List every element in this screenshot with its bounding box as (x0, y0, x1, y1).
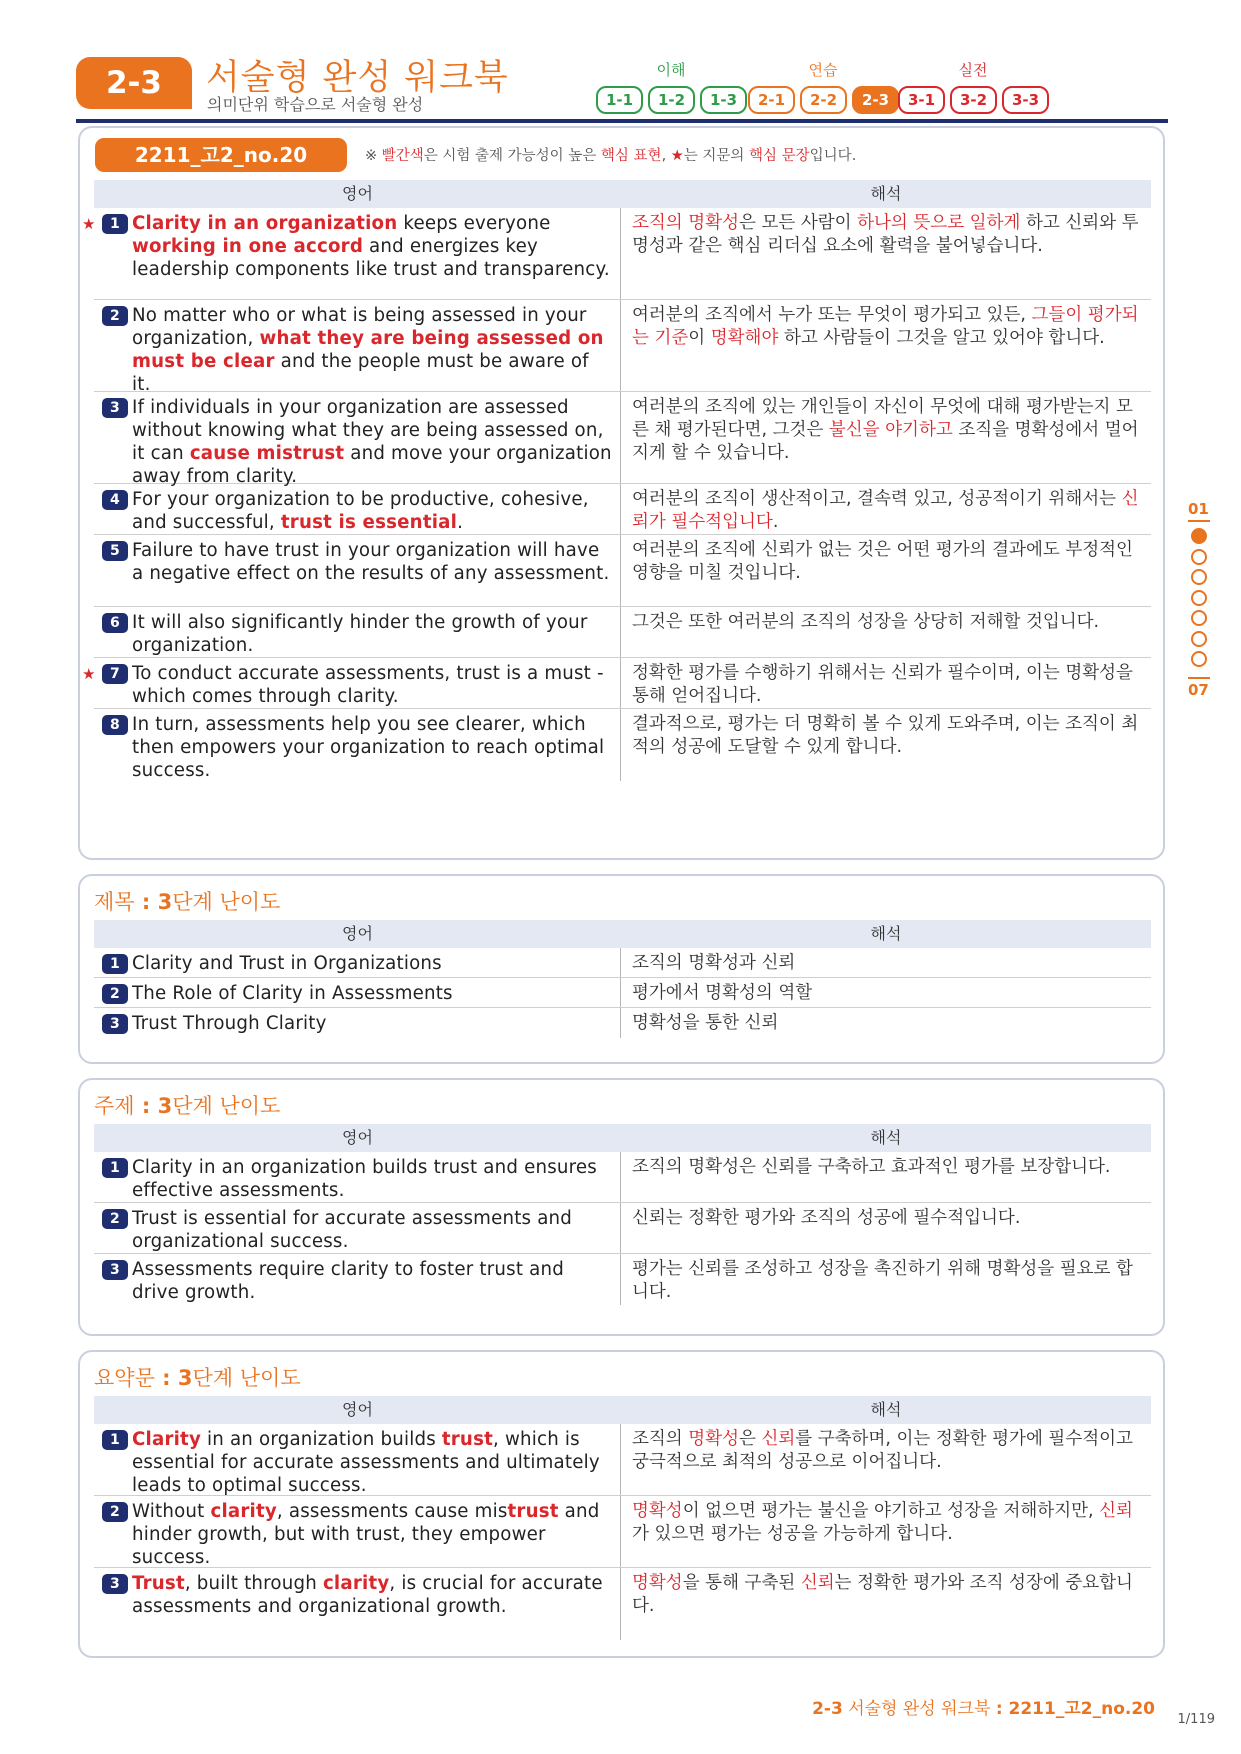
translation-text: 여러분의 조직에 있는 개인들이 자신이 무엇에 대해 평가받는지 모른 채 평가된다면, 그것은 (632, 397, 1133, 440)
sentence-number: 2 (102, 984, 128, 1004)
side-nav-start: 01 (1188, 500, 1209, 518)
sentence-text: Trust is essential for accurate assessments and organizational success. (132, 1208, 573, 1252)
korean-translation (621, 208, 1151, 299)
table-row (94, 1203, 1151, 1254)
section-title (94, 1362, 301, 1392)
table-row (94, 1152, 1151, 1203)
sentence-number: 3 (102, 1574, 128, 1594)
sentence-number: 4 (102, 490, 128, 510)
translation-text: 을 통해 구축된 (682, 1573, 801, 1593)
section-level-text: 단계 난이도 (172, 1094, 281, 1118)
translation-text: 조직의 (632, 1429, 689, 1449)
level-tab-1-3[interactable]: 1-3 (700, 86, 747, 114)
legend-note (365, 144, 856, 165)
sentence-text: and hinder growth, but with trust, they empower success. (132, 1501, 600, 1568)
level-tab-3-3[interactable]: 3-3 (1002, 86, 1049, 114)
translation-text: 를 구축하며, 이는 정확한 평가에 필수적이고 궁극적으로 최적의 성공으로 이어집니다. (632, 1429, 1133, 1472)
level-tab-2-3[interactable]: 2-3 (852, 86, 899, 114)
korean-translation (621, 392, 1151, 483)
title-panel (78, 874, 1165, 1064)
column-header-korean: 해석 (870, 924, 902, 943)
page-title: 서술형 완성 워크북 (206, 58, 509, 98)
translation-text: 조직을 명확성에서 멀어지게 할 수 있습니다. (632, 420, 1139, 463)
key-expression: clarity (322, 1573, 390, 1594)
korean-translation (621, 1152, 1151, 1202)
level-tab-1-1[interactable]: 1-1 (596, 86, 643, 114)
key-expression: working in one accord (132, 236, 364, 257)
table-header (94, 1396, 1151, 1424)
sentence-text: , is crucial for accurate assessments and organizational growth. (132, 1573, 603, 1617)
table-row (94, 1496, 1151, 1568)
english-sentence (94, 392, 621, 487)
section-level-text: 단계 난이도 (192, 1366, 301, 1390)
translation-text: 여러분의 조직에서 누가 또는 무엇이 평가되고 있든, (632, 305, 1032, 325)
star-icon: ★ (670, 148, 684, 164)
english-sentence (94, 1496, 621, 1567)
section-label: 제목 (94, 890, 135, 914)
korean-translation (621, 978, 1151, 1007)
footer-title (812, 1694, 1155, 1719)
note-prefix: ※ (365, 148, 382, 164)
sentence-text: , assessments cause mis (276, 1501, 508, 1522)
translation-text: 신뢰는 정확한 평가와 조직의 성공에 필수적입니다. (632, 1208, 1021, 1228)
side-nav-dot-active[interactable] (1191, 528, 1207, 544)
translation-text: 여러분의 조직이 생산적이고, 결속력 있고, 성공적이기 위해서는 (632, 489, 1122, 509)
side-nav-dot[interactable] (1191, 610, 1207, 626)
table-row (94, 978, 1151, 1008)
table-row (94, 392, 1151, 487)
footer-lesson: 2-3 (812, 1699, 843, 1719)
translation-text: 은 (739, 1429, 762, 1449)
sentence-number: 3 (102, 1260, 128, 1280)
sentence-text: For your organization to be productive, cohesive, and successful, (132, 489, 589, 533)
side-nav-dot[interactable] (1191, 651, 1207, 667)
table-row (94, 1008, 1151, 1038)
sentence-text: and move your organization away from clarity. (132, 443, 612, 487)
page-header (76, 50, 1168, 126)
table-header (94, 1124, 1151, 1152)
level-tab-3-2[interactable]: 3-2 (950, 86, 997, 114)
sentence-number: 2 (102, 1209, 128, 1229)
sentence-number: 5 (102, 541, 128, 561)
section-level: 3 (157, 890, 173, 914)
key-expression: 불신을 야기하고 (828, 420, 953, 440)
key-expression: cause mistrust (189, 443, 345, 464)
sentence-number: 2 (102, 1502, 128, 1522)
translation-text: 정확한 평가를 수행하기 위해서는 신뢰가 필수이며, 이는 명확성을 통해 얻어집니다. (632, 663, 1133, 706)
side-nav-dot[interactable] (1191, 549, 1207, 565)
sentence-text: Assessments require clarity to foster trust and drive growth. (132, 1259, 564, 1303)
translation-text: 는 정확한 평가와 조직 성장에 중요합니다. (632, 1573, 1133, 1616)
section-level: 3 (177, 1366, 193, 1390)
table-header (94, 920, 1151, 948)
translation-text: 이 (688, 328, 711, 348)
sentence-text: If individuals in your organization are assessed without knowing what they are being assessed on, it can (132, 397, 604, 464)
english-sentence (94, 1254, 621, 1305)
sentence-number: 1 (102, 1158, 128, 1178)
korean-translation (621, 300, 1151, 391)
translation-text: 평가에서 명확성의 역할 (632, 983, 813, 1003)
sentence-number: 6 (102, 613, 128, 633)
side-nav-dot[interactable] (1191, 569, 1207, 585)
key-expression: trust is essential (280, 512, 458, 533)
korean-translation (621, 607, 1151, 657)
key-expression: Clarity in an organization (132, 213, 398, 234)
korean-translation (621, 1568, 1151, 1640)
korean-translation (621, 1008, 1151, 1038)
side-nav-end: 07 (1188, 681, 1209, 699)
key-expression: 명확성 (632, 1573, 683, 1593)
level-group-label: 연습 (808, 61, 838, 79)
key-expression: 조직의 명확성 (632, 213, 739, 233)
section-title (94, 886, 280, 916)
translation-text: 이 없으면 평가는 불신을 야기하고 성장을 저해하지만, (682, 1501, 1100, 1521)
translation-text: 명확성을 통한 신뢰 (632, 1013, 779, 1033)
translation-text: . (772, 512, 779, 532)
english-sentence (94, 607, 621, 657)
table-row (94, 300, 1151, 395)
korean-translation (621, 484, 1151, 534)
sentence-number: 1 (102, 214, 128, 234)
level-tab-1-2[interactable]: 1-2 (648, 86, 695, 114)
header-divider (76, 119, 1168, 123)
key-expression: 명확성 (688, 1429, 739, 1449)
sentence-text: Clarity in an organization builds trust and ensures effective assessments. (132, 1157, 597, 1201)
sentence-text: The Role of Clarity in Assessments (132, 983, 453, 1004)
column-header-korean: 해석 (870, 1128, 902, 1147)
key-expression: trust (441, 1429, 493, 1450)
korean-translation (621, 1424, 1151, 1495)
key-expression: 신뢰 (761, 1429, 796, 1449)
english-sentence (94, 300, 621, 395)
section-colon: : (154, 1366, 178, 1390)
passage-tag: 2211_고2_no.20 (95, 138, 347, 172)
table-row (94, 709, 1151, 781)
note-key-sentence: 핵심 문장 (749, 148, 810, 164)
korean-translation (621, 1254, 1151, 1305)
footer-passage: : 2211_고2_no.20 (995, 1699, 1155, 1719)
korean-translation (621, 1496, 1151, 1567)
english-sentence (94, 484, 621, 534)
key-expression: trust (507, 1501, 559, 1522)
sentence-text: No matter who or what is being assessed in your organization, (132, 305, 587, 349)
sentence-text: . (457, 512, 464, 533)
note-text: 입니다. (809, 148, 857, 164)
side-nav-dot[interactable] (1191, 631, 1207, 647)
sentence-number: 1 (102, 1430, 128, 1450)
note-red-word: 빨간색 (381, 148, 424, 164)
column-header-english: 영어 (342, 1400, 373, 1419)
sentence-text: , which is essential for accurate assessments and ultimately leads to optimal success. (132, 1429, 600, 1496)
key-expression: clarity (210, 1501, 277, 1522)
footer-book: 서술형 완성 워크북 (842, 1699, 996, 1719)
key-expression: 신뢰 (1099, 1501, 1133, 1521)
table-row (94, 1424, 1151, 1496)
translation-text: 결과적으로, 평가는 더 명확히 볼 수 있게 도와주며, 이는 조직이 최적의 성공에 도달할 수 있게 합니다. (632, 714, 1139, 757)
english-sentence (94, 1424, 621, 1495)
column-header-english: 영어 (342, 924, 373, 943)
column-header-english: 영어 (342, 1128, 373, 1147)
sentence-text: Clarity and Trust in Organizations (132, 953, 442, 974)
key-expression: 명확해야 (710, 328, 779, 348)
english-sentence (82, 658, 621, 708)
section-label: 주제 (94, 1094, 135, 1118)
english-sentence (94, 978, 621, 1007)
key-expression: 명확성 (632, 1501, 683, 1521)
level-group-label: 이해 (656, 61, 686, 79)
sentence-text: and the people must be aware of it. (132, 351, 589, 395)
sentence-number: 2 (102, 306, 128, 326)
sentence-text: It will also significantly hinder the growth of your organization. (132, 612, 588, 656)
level-group-label: 실전 (958, 61, 988, 79)
korean-translation (621, 1203, 1151, 1253)
sentence-number: 8 (102, 715, 128, 735)
section-colon: : (134, 890, 158, 914)
star-icon: ★ (82, 665, 96, 683)
translation-text: 여러분의 조직에 신뢰가 없는 것은 어떤 평가의 결과에도 부정적인 영향을 미칠 것입니다. (632, 540, 1133, 583)
sentence-text: In turn, assessments help you see clearer, which then empowers your organization to reach optimal success. (132, 714, 605, 781)
key-expression: Trust (132, 1573, 185, 1594)
table-row (94, 1568, 1151, 1640)
translation-text: 조직의 명확성과 신뢰 (632, 953, 796, 973)
level-tab-3-1[interactable]: 3-1 (898, 86, 945, 114)
translation-text: 조직의 명확성은 신뢰를 구축하고 효과적인 평가를 보장합니다. (632, 1157, 1111, 1177)
level-tab-2-1[interactable]: 2-1 (748, 86, 795, 114)
lesson-badge: 2-3 (76, 57, 192, 109)
note-text: 은 시험 출제 가능성이 높은 (423, 148, 601, 164)
english-sentence (94, 535, 621, 606)
sentence-text: , built through (184, 1573, 323, 1594)
english-sentence (94, 1152, 621, 1202)
key-expression: Clarity (132, 1429, 202, 1450)
level-tab-2-2[interactable]: 2-2 (800, 86, 847, 114)
table-row (94, 484, 1151, 535)
korean-translation (621, 535, 1151, 606)
sentence-text: Trust Through Clarity (132, 1013, 327, 1034)
key-expression: what they are being assessed on must be clear (132, 328, 604, 372)
sentence-text: in an organization builds (201, 1429, 442, 1450)
korean-translation (621, 658, 1151, 708)
english-sentence (94, 1008, 621, 1038)
translation-text: 가 있으면 평가는 성공을 가능하게 합니다. (632, 1524, 953, 1544)
english-sentence (94, 709, 621, 781)
sentence-text: Failure to have trust in your organization will have a negative effect on the results of any assessment. (132, 540, 610, 584)
translation-text: 하고 신뢰와 투명성과 같은 핵심 리더십 요소에 활력을 불어넣습니다. (632, 213, 1139, 256)
key-expression: 하나의 뜻으로 일하게 (857, 213, 1021, 233)
english-sentence (94, 1203, 621, 1253)
sentence-text: To conduct accurate assessments, trust is a must - which comes through clarity. (132, 663, 604, 707)
translation-text: 평가는 신뢰를 조성하고 성장을 촉진하기 위해 명확성을 필요로 합니다. (632, 1259, 1133, 1302)
page-number: 1/119 (1177, 1712, 1215, 1727)
table-row (82, 208, 1151, 300)
sentence-text: and energizes key leadership components like trust and transparency. (132, 236, 610, 280)
table-row (82, 658, 1151, 709)
page-subtitle: 의미단위 학습으로 서술형 완성 (207, 95, 424, 114)
sentence-text: keeps everyone (397, 213, 551, 234)
passage-panel (78, 126, 1165, 860)
section-title (94, 1090, 280, 1120)
column-header-korean: 해석 (870, 1400, 902, 1419)
key-expression: 신뢰 (800, 1573, 835, 1593)
english-sentence (94, 1568, 621, 1640)
section-level-text: 단계 난이도 (172, 890, 281, 914)
column-header-korean: 해석 (870, 184, 902, 203)
theme-panel (78, 1078, 1165, 1336)
sentence-text: Without (132, 1501, 211, 1522)
note-key-expression: 핵심 표현 (600, 148, 662, 164)
korean-translation (621, 709, 1151, 781)
table-row (94, 607, 1151, 658)
table-row (94, 948, 1151, 978)
side-nav-divider (1188, 520, 1210, 522)
english-sentence (82, 208, 621, 299)
sentence-number: 3 (102, 1014, 128, 1034)
side-nav-divider (1188, 677, 1210, 679)
sentence-number: 1 (102, 954, 128, 974)
key-expression: 그들이 평가되는 기준 (632, 305, 1139, 348)
korean-translation (621, 948, 1151, 977)
sentence-number: 7 (102, 664, 128, 684)
note-text: , (661, 148, 671, 164)
table-header (94, 180, 1151, 208)
summary-panel (78, 1350, 1165, 1658)
key-expression: 신뢰가 필수적입니다 (632, 489, 1139, 532)
section-label: 요약문 (94, 1366, 155, 1390)
section-level: 3 (157, 1094, 173, 1118)
column-header-english: 영어 (342, 184, 373, 203)
side-nav-dot[interactable] (1191, 590, 1207, 606)
table-row (94, 535, 1151, 607)
table-row (94, 1254, 1151, 1305)
translation-text: 은 모든 사람이 (739, 213, 858, 233)
translation-text: 그것은 또한 여러분의 조직의 성장을 상당히 저해할 것입니다. (632, 612, 1100, 632)
note-text: 는 지문의 (683, 148, 750, 164)
sentence-number: 3 (102, 398, 128, 418)
star-icon: ★ (82, 215, 96, 233)
translation-text: 하고 사람들이 그것을 알고 있어야 합니다. (778, 328, 1105, 348)
section-colon: : (134, 1094, 158, 1118)
english-sentence (94, 948, 621, 977)
